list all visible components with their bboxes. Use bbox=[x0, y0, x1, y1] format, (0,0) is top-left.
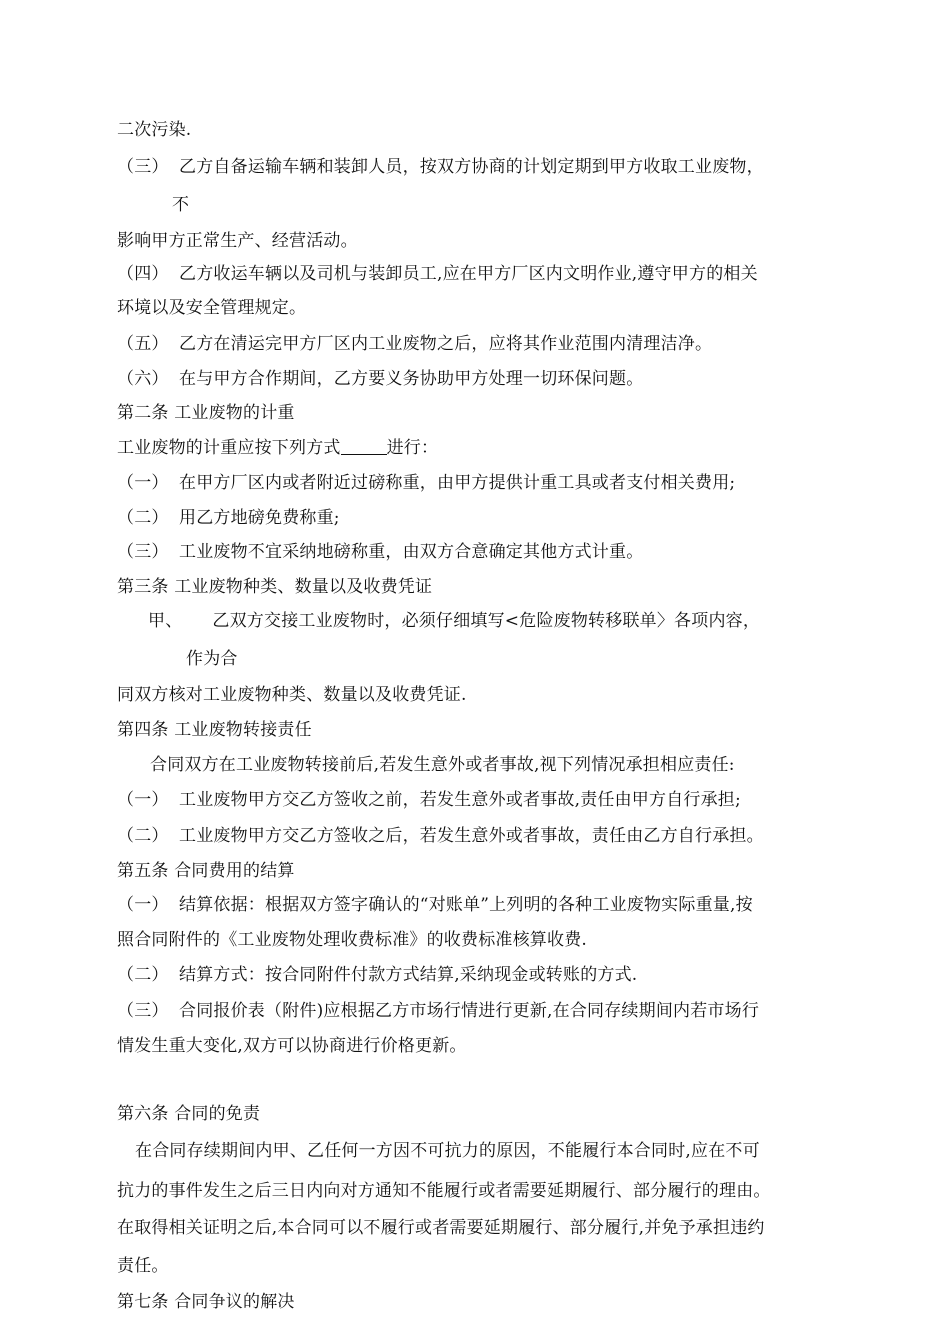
item-number: （三） bbox=[117, 542, 169, 562]
text-line bbox=[117, 929, 587, 951]
line-text: 不 bbox=[172, 195, 190, 215]
item-number: （五） bbox=[117, 334, 169, 354]
list-item bbox=[117, 1000, 759, 1022]
text-line bbox=[117, 1255, 169, 1277]
line-text: 乙方自备运输车辆和装卸人员，按双方协商的计划定期到甲方收取工业废物， bbox=[179, 157, 764, 177]
heading-text: 第三条 工业废物种类、数量以及收费凭证 bbox=[117, 577, 433, 597]
line-text: 在取得相关证明之后,本合同可以不履行或者需要延期履行、部分履行,并免予承担违约 bbox=[117, 1218, 765, 1238]
item-number: （一） bbox=[117, 473, 169, 493]
line-text: 用乙方地磅免费称重; bbox=[179, 508, 340, 528]
heading-text: 第六条 合同的免责 bbox=[117, 1104, 261, 1124]
line-text: 合同报价表（附件)应根据乙方市场行情进行更新,在合同存续期间内若市场行 bbox=[179, 1001, 760, 1021]
text-line bbox=[186, 648, 238, 670]
list-item bbox=[117, 541, 643, 563]
line-text: 二次污染. bbox=[117, 120, 192, 140]
text-line bbox=[172, 194, 189, 216]
item-number: （四） bbox=[117, 264, 169, 284]
line-text: 在甲方厂区内或者附近过磅称重，由甲方提供计重工具或者支付相关费用; bbox=[179, 473, 736, 493]
text-line bbox=[117, 119, 191, 141]
item-number: （六） bbox=[117, 369, 169, 389]
text-line bbox=[117, 1180, 771, 1202]
line-text: 责任。 bbox=[117, 1256, 169, 1276]
line-text: 在与甲方合作期间，乙方要义务协助甲方处理一切环保问题。 bbox=[179, 369, 644, 389]
fill-blank bbox=[341, 439, 387, 455]
list-item bbox=[117, 263, 758, 285]
item-number: （三） bbox=[117, 1001, 169, 1021]
line-text: 情发生重大变化,双方可以协商进行价格更新。 bbox=[117, 1036, 467, 1056]
section-heading bbox=[117, 719, 312, 741]
text-line bbox=[117, 437, 438, 459]
heading-text: 第五条 合同费用的结算 bbox=[117, 861, 295, 881]
list-item bbox=[117, 472, 735, 494]
list-item bbox=[117, 333, 712, 355]
line-text: 照合同附件的《工业废物处理收费标准》的收费标准核算收费. bbox=[117, 930, 588, 950]
text-line bbox=[117, 297, 306, 319]
line-text: 同双方核对工业废物种类、数量以及收费凭证. bbox=[117, 685, 467, 705]
line-text: 甲、 bbox=[148, 611, 183, 631]
section-heading bbox=[117, 1103, 260, 1125]
list-item bbox=[117, 825, 764, 847]
section-heading bbox=[117, 1291, 295, 1313]
line-text: 结算依据：根据双方签字确认的“对账单”上列明的各种工业废物实际重量,按 bbox=[179, 895, 753, 915]
line-text: 工业废物不宜采纳地磅称重，由双方合意确定其他方式计重。 bbox=[179, 542, 644, 562]
line-text: 乙方在清运完甲方厂区内工业废物之后，应将其作业范围内清理洁净。 bbox=[179, 334, 713, 354]
heading-text: 第四条 工业废物转接责任 bbox=[117, 720, 312, 740]
text-line bbox=[117, 1217, 765, 1239]
item-number: （二） bbox=[117, 508, 169, 528]
list-item bbox=[117, 964, 637, 986]
line-text: 影响甲方正常生产、经营活动。 bbox=[117, 231, 358, 251]
line-text: 在合同存续期间内甲、乙任何一方因不可抗力的原因，不能履行本合同时,应在不可 bbox=[135, 1141, 760, 1161]
line-text: 乙方收运车辆以及司机与装卸员工,应在甲方厂区内文明作业,遵守甲方的相关 bbox=[179, 264, 758, 284]
text-line bbox=[117, 230, 358, 252]
section-heading bbox=[117, 860, 295, 882]
text-line bbox=[150, 754, 735, 776]
line-text: 结算方式：按合同附件付款方式结算,采纳现金或转账的方式. bbox=[179, 965, 638, 985]
line-text: 工业废物的计重应按下列方式 bbox=[117, 438, 341, 458]
line-text: 环境以及安全管理规定。 bbox=[117, 298, 307, 318]
heading-text: 第七条 合同争议的解决 bbox=[117, 1292, 295, 1312]
line-text: 抗力的事件发生之后三日内向对方通知不能履行或者需要延期履行、部分履行的理由。 bbox=[117, 1181, 771, 1201]
item-number: （二） bbox=[117, 826, 169, 846]
line-text: 进行： bbox=[386, 438, 439, 458]
line-text: 工业废物甲方交乙方签收之后，若发生意外或者事故，责任由乙方自行承担。 bbox=[179, 826, 764, 846]
section-heading bbox=[117, 576, 432, 598]
item-number: （一） bbox=[117, 790, 169, 810]
text-line bbox=[117, 1035, 467, 1057]
text-line bbox=[135, 1140, 760, 1162]
line-text: 乙双方交接工业废物时，必须仔细填写<危险废物转移联单〉各项内容， bbox=[212, 611, 761, 631]
list-item bbox=[117, 894, 753, 916]
list-item bbox=[117, 789, 741, 811]
item-number: （一） bbox=[117, 895, 169, 915]
list-item bbox=[117, 507, 340, 529]
line-text: 工业废物甲方交乙方签收之前，若发生意外或者事故,责任由甲方自行承担; bbox=[179, 790, 741, 810]
text-line bbox=[148, 610, 760, 632]
item-number: （三） bbox=[117, 157, 169, 177]
heading-text: 第二条 工业废物的计重 bbox=[117, 403, 295, 423]
text-line bbox=[117, 684, 467, 706]
line-text: 作为合 bbox=[186, 649, 238, 669]
list-item bbox=[117, 368, 643, 390]
section-heading bbox=[117, 402, 295, 424]
line-text: 合同双方在工业废物转接前后,若发生意外或者事故,视下列情况承担相应责任: bbox=[150, 755, 735, 775]
list-item bbox=[117, 156, 764, 178]
item-number: （二） bbox=[117, 965, 169, 985]
